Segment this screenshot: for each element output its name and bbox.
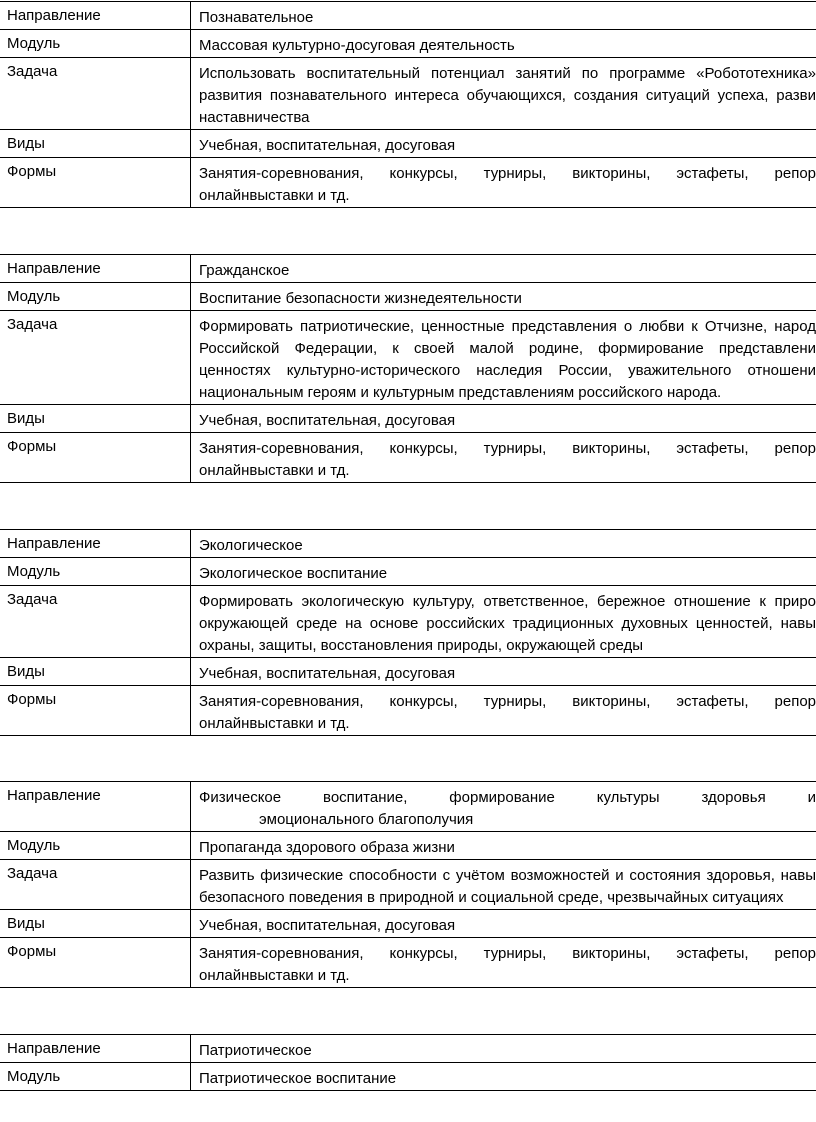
row-label: Задача: [7, 63, 58, 80]
row-value: Формировать экологическую культуру, ответственное, бережное отношение к приро: [199, 593, 816, 610]
table-row: [0, 57, 816, 129]
table-row: [0, 585, 816, 657]
row-value: онлайнвыставки и тд.: [199, 967, 350, 984]
row-label: Направление: [7, 260, 101, 277]
row-value: Российской Федерации, к своей малой родине, формирование представлени: [199, 340, 816, 357]
row-label: Формы: [7, 163, 57, 180]
row-value: Учебная, воспитательная, досуговая: [199, 412, 456, 429]
table-block-civic: [0, 254, 816, 483]
row-value: Физическое воспитание, формирование культуры здоровья и: [199, 789, 816, 806]
row-value: безопасного поведения в природной и социальной среде, чрезвычайных ситуациях: [199, 889, 784, 906]
table-block-ecological: [0, 529, 816, 736]
row-value: Занятия-соревнования, конкурсы, турниры, викторины, эстафеты, репор: [199, 165, 816, 182]
row-label: Виды: [7, 135, 45, 152]
row-value: Учебная, воспитательная, досуговая: [199, 917, 456, 934]
row-label: Формы: [7, 691, 57, 708]
row-value: ценностях культурно-исторического наследия России, уважительного отношени: [199, 362, 816, 379]
row-label: Модуль: [7, 35, 61, 52]
row-value: Занятия-соревнования, конкурсы, турниры, викторины, эстафеты, репор: [199, 693, 816, 710]
row-value: Гражданское: [199, 262, 290, 279]
row-label: Виды: [7, 410, 45, 427]
row-label: Модуль: [7, 837, 61, 854]
table-block-cognitive: [0, 1, 816, 208]
row-label: Задача: [7, 865, 58, 882]
row-label: Направление: [7, 1040, 101, 1057]
row-value: наставничества: [199, 109, 310, 126]
table-block-physical: [0, 781, 816, 988]
row-label: Задача: [7, 316, 58, 333]
row-value: онлайнвыставки и тд.: [199, 462, 350, 479]
row-value: национальным героям и культурным представлениям российского народа.: [199, 384, 722, 401]
row-label: Виды: [7, 663, 45, 680]
row-value: эмоционального благополучия: [259, 811, 474, 828]
row-value: Экологическое: [199, 537, 303, 554]
row-value: Использовать воспитательный потенциал занятий по программе «Робототехника»: [199, 65, 816, 82]
table-row: [0, 432, 816, 483]
row-label: Модуль: [7, 1068, 61, 1085]
row-value: онлайнвыставки и тд.: [199, 715, 350, 732]
table-row: [0, 937, 816, 988]
table-row: [0, 657, 816, 685]
table-row: [0, 1062, 816, 1091]
row-label: Направление: [7, 535, 101, 552]
table-row: [0, 310, 816, 404]
row-label: Формы: [7, 943, 57, 960]
row-value: Занятия-соревнования, конкурсы, турниры, викторины, эстафеты, репор: [199, 945, 816, 962]
row-value: онлайнвыставки и тд.: [199, 187, 350, 204]
table-row: [0, 831, 816, 859]
table-row: [0, 157, 816, 208]
row-value: Пропаганда здорового образа жизни: [199, 839, 455, 856]
table-row: [0, 781, 816, 831]
row-value: Патриотическое воспитание: [199, 1070, 397, 1087]
table-block-patriotic: [0, 1034, 816, 1091]
row-value: охраны, защиты, восстановления природы, окружающей среды: [199, 637, 644, 654]
row-value: Формировать патриотические, ценностные представления о любви к Отчизне, народ: [199, 318, 816, 335]
row-value: Массовая культурно-досуговая деятельность: [199, 37, 515, 54]
row-value: Экологическое воспитание: [199, 565, 388, 582]
row-label: Направление: [7, 7, 101, 24]
row-label: Направление: [7, 787, 101, 804]
table-row: [0, 29, 816, 57]
table-row: [0, 557, 816, 585]
table-row: [0, 404, 816, 432]
row-value: развития познавательного интереса обучающихся, создания ситуаций успеха, разви: [199, 87, 816, 104]
table-row: [0, 129, 816, 157]
row-label: Формы: [7, 438, 57, 455]
table-row: [0, 1034, 816, 1062]
row-value: Учебная, воспитательная, досуговая: [199, 665, 456, 682]
table-row: [0, 859, 816, 909]
table-row: [0, 254, 816, 282]
table-row: [0, 529, 816, 557]
row-value: Занятия-соревнования, конкурсы, турниры, викторины, эстафеты, репор: [199, 440, 816, 457]
row-value: Познавательное: [199, 9, 314, 26]
row-value: Учебная, воспитательная, досуговая: [199, 137, 456, 154]
table-row: [0, 282, 816, 310]
row-label: Модуль: [7, 288, 61, 305]
row-label: Задача: [7, 591, 58, 608]
row-value: Воспитание безопасности жизнедеятельности: [199, 290, 522, 307]
table-row: [0, 685, 816, 736]
table-row: [0, 909, 816, 937]
row-value: Развить физические способности с учётом возможностей и состояния здоровья, навы: [199, 867, 816, 884]
row-value: окружающей среде на основе российских традиционных духовных ценностей, навы: [199, 615, 816, 632]
row-label: Модуль: [7, 563, 61, 580]
row-value: Патриотическое: [199, 1042, 312, 1059]
row-label: Виды: [7, 915, 45, 932]
table-row: [0, 1, 816, 29]
